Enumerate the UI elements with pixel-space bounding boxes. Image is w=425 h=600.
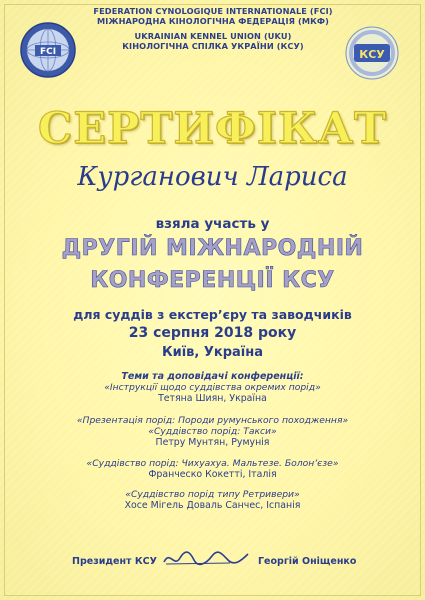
svg-text:КСУ: КСУ <box>359 48 385 61</box>
topic-title: «Суддівство порід: Такси» <box>148 426 277 437</box>
conference-date: 23 серпня 2018 року <box>128 325 297 341</box>
topics-heading: Теми та доповідачі конференції: <box>121 371 304 382</box>
topic-speaker: Хосе Мігель Доваль Санчес, Іспанія <box>124 500 301 511</box>
recipient-name: Курганович Лариса <box>77 162 348 192</box>
list-item <box>0 382 425 404</box>
signature-icon <box>160 548 252 573</box>
uku-logo-icon <box>340 24 404 82</box>
certificate-title: СЕРТИФІКАТ <box>37 104 387 154</box>
conference-place: Київ, Україна <box>161 345 264 360</box>
fci-globe-logo-icon <box>18 20 78 80</box>
topic-title: «Суддівство порід: Чихуахуа. Мальтезе. Болон’єзе» <box>86 458 339 469</box>
conference-title-line2: КОНФЕРЕНЦІЇ КСУ <box>90 268 335 293</box>
svg-text:FCI: FCI <box>39 47 57 57</box>
president-name: Георгій Оніщенко <box>258 556 357 567</box>
header <box>88 6 338 51</box>
topic-title: «Презентація порід: Породи румунського походження» <box>76 415 349 426</box>
audience-text: для суддів з екстер’єру та заводчиків <box>73 307 352 322</box>
list-item <box>0 458 425 480</box>
topic-speaker: Тетяна Шиян, Україна <box>158 393 267 404</box>
list-item <box>0 415 425 448</box>
uku-name-en: UKRAINIAN KENNEL UNION (UKU) <box>134 31 292 41</box>
participation-text: взяла участь у <box>155 216 270 232</box>
fci-name-en: FEDERATION CYNOLOGIQUE INTERNATIONALE (FCI) <box>93 6 333 16</box>
topic-speaker: Франческо Кокетті, Італія <box>148 469 277 480</box>
uku-name-ua: КІНОЛОГІЧНА СПІЛКА УКРАЇНИ (КСУ) <box>122 41 304 51</box>
topic-title: «Суддівство порід типу Ретривери» <box>125 489 300 500</box>
conference-title-line1: ДРУГІЙ МІЖНАРОДНІЙ <box>61 236 364 261</box>
topic-speaker: Петру Мунтян, Румунія <box>155 437 270 448</box>
topic-title: «Інструкції щодо суддівства окремих порід» <box>104 382 321 393</box>
fci-name-ua: МІЖНАРОДНА КІНОЛОГІЧНА ФЕДЕРАЦІЯ (МКФ) <box>97 16 329 26</box>
president-label: Президент КСУ <box>72 556 157 567</box>
topics-section <box>0 371 425 511</box>
list-item <box>0 489 425 511</box>
